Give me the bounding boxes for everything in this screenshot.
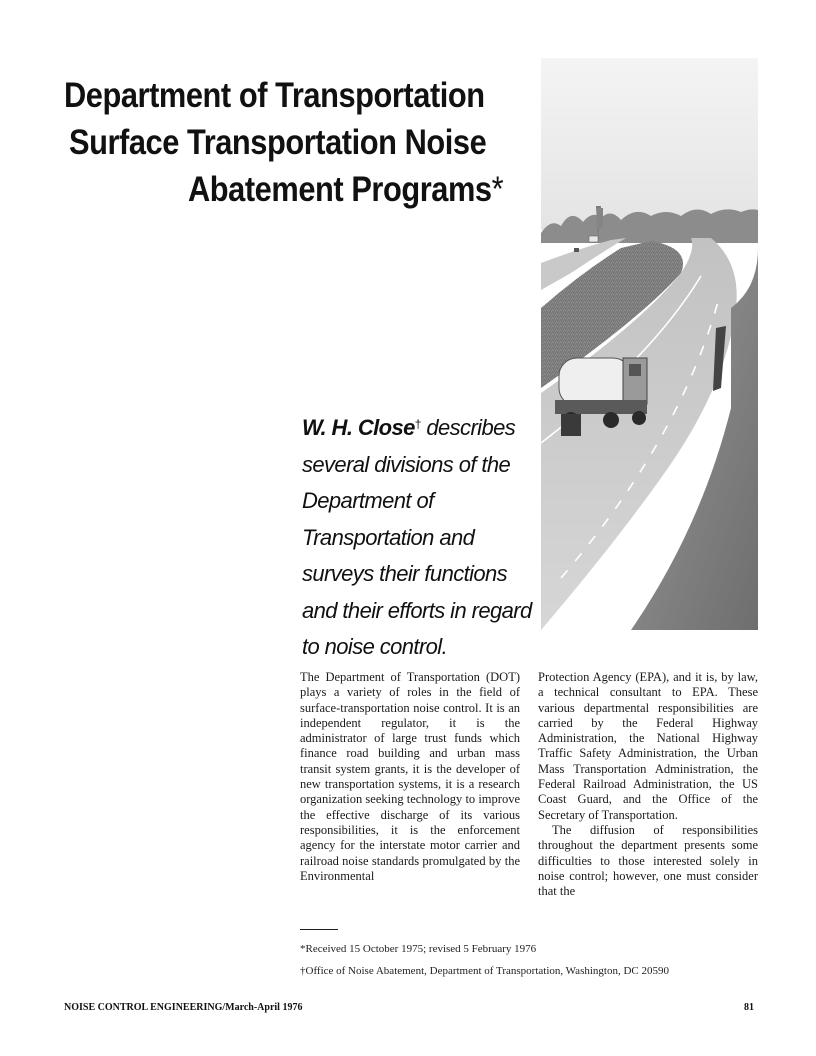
article-title-line-3 <box>188 169 503 211</box>
article-title-line-1: Department of Transportation <box>64 76 485 116</box>
author-footnote-mark: † <box>414 417 421 431</box>
body-paragraph-2: The diffusion of responsibilities throughout the department presents some difficulties to those interested solely in noise control; however, one must consider that the <box>538 822 758 899</box>
article-title-line-3-text: Abatement Programs <box>188 170 492 210</box>
article-title-line-2: Surface Transportation Noise <box>69 123 487 163</box>
body-paragraph-1: The Department of Transportation (DOT) plays a variety of roles in the field of surface-transportation noise control. It is an independent regulator, it is the administrator of large trust funds which finance road building and urban mass transit system grants, it is the developer of new transportation systems, it is a research organization seeking technology to improve the effective discharge of its various responsibilities, it is the enforcement agency for the interstate motor carrier and railroad noise standards promulgated by the Environmental <box>300 670 520 883</box>
deck-text: describes several divisions of the Department of Transportation and surveys their functions and their efforts in regard to noise control. <box>302 415 532 659</box>
footnote-affiliation: †Office of Noise Abatement, Department of Transportation, Washington, DC 20590 <box>300 965 669 977</box>
body-column-2 <box>538 670 758 899</box>
footnote-rule <box>300 929 338 930</box>
photo-sky <box>541 58 758 230</box>
body-paragraph-1-continued: Protection Agency (EPA), and it is, by law, a technical consultant to EPA. These various departmental responsibilities are carried by the Federal Highway Administration, the National Highway Traffic Safety Administration, the Urban Mass Transportation Administration, the Federal Railroad Administration, the US Coast Guard, and the Office of the Secretary of Transportation. <box>538 670 758 822</box>
body-column-1 <box>300 670 520 884</box>
highway-photo <box>541 58 758 630</box>
footnote-received: *Received 15 October 1975; revised 5 February 1976 <box>300 943 537 955</box>
author-name: W. H. Close <box>302 415 415 440</box>
article-deck <box>302 410 542 666</box>
title-footnote-mark: * <box>491 170 504 210</box>
journal-footer: NOISE CONTROL ENGINEERING/March-April 1976 <box>64 1002 303 1013</box>
page-number: 81 <box>744 1002 754 1013</box>
